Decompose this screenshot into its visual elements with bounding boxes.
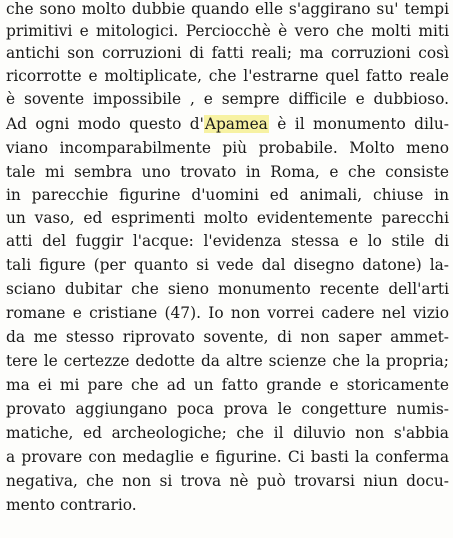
text-line: atti del fuggir l'acque: l'evidenza stessa e lo stile di [6,232,449,250]
text-line: viano incomparabilmente più probabile. Molto meno [6,139,449,157]
text-line: un vaso, ed esprimenti molto evidentemente parecchi [6,209,449,227]
text-segment: è il monumento dilu- [268,115,449,133]
text-line: mento contrario. [6,496,137,514]
text-line: è sovente impossibile , e sempre difficile e dubbioso. [6,90,449,108]
text-line: ma ei mi pare che ad un fatto grande e storicamente [6,376,449,394]
text-line: matiche, ed archeologiche; che il diluvio non s'abbia [6,424,449,442]
text-line: ricorrotte e moltiplicate, che l'estrarne quel fatto reale [6,67,449,85]
text-line: sciano dubitar che sieno monumento recente dell'arti [6,280,449,298]
text-line: tere le certezze dedotte da altre scienze che la propria; [6,352,449,370]
text-line: negativa, che non si trova nè può trovarsi niun docu- [6,472,449,490]
text-line: in parecchie figurine d'uomini ed animali, chiuse in [6,186,449,204]
text-line: romane e cristiane (47). Io non vorrei cadere nel vizio [6,304,449,322]
text-line: tali figure (per quanto si vede dal disegno datone) la- [6,256,449,274]
text-line [6,113,449,135]
text-segment: Ad ogni modo questo d' [6,115,204,133]
text-line: tale mi sembra uno trovato in Roma, e che consiste [6,163,449,181]
text-line: provato aggiungano poca prova le congetture numis- [6,400,449,418]
text-line: antichi son corruzioni di fatti reali; ma corruzioni così [6,44,449,62]
text-line: che sono molto dubbie quando elle s'aggirano su' tempi [6,0,449,18]
text-line: primitivi e mitologici. Perciocchè è vero che molti miti [6,22,449,40]
text-line: a provare con medaglie e figurine. Ci basti la conferma [6,448,449,466]
text-line: da me stesso riprovato sovente, di non saper ammet- [6,328,449,346]
highlighted-word: Apamea [204,115,268,133]
